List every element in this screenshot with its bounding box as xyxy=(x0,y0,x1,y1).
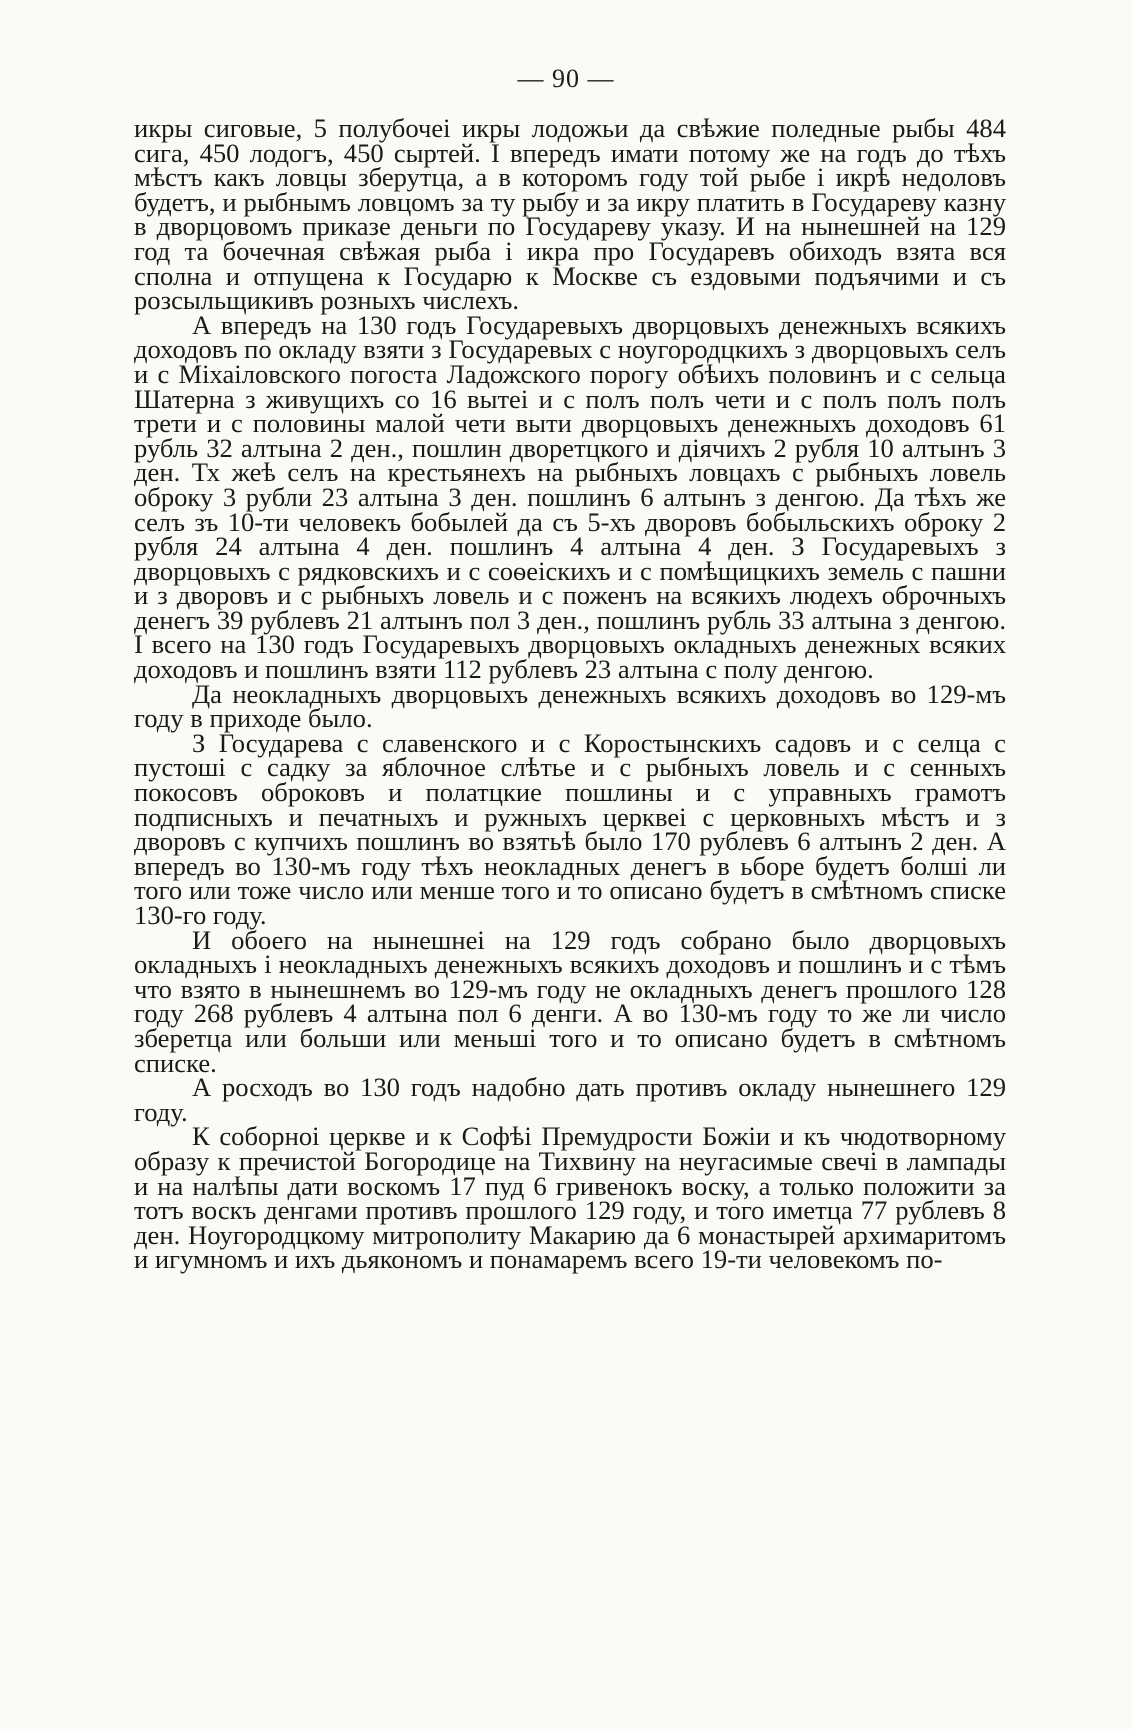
paragraph: А впередъ на 130 годъ Государевыхъ дворцовыхъ денежныхъ всякихъ доходовъ по окладу взяти з Государевых с ноугородцкихъ з дворцовыхъ селъ и с Міхаіловского погоста Ладожского порогу обѣихъ половинъ и с сельца Шатерна з живущихъ со 16 вытеі и с полъ полъ чети и с полъ полъ полъ трети и с половины малой чети выти дворцовыхъ денежныхъ доходовъ 61 рубль 32 алтына 2 ден., пошлин дворетцкого и діячихъ 2 рубля 10 алтынъ 3 ден. Тх жеѣ селъ на крестьянехъ на рыбныхъ ловцахъ с рыбныхъ ловель оброку 3 рубли 23 алтына 3 ден. пошлинъ 6 алтынъ з денгою. Да тѣхъ же селъ зъ 10-ти человекъ бобылей да съ 5-хъ дворовъ бобыльскихъ оброку 2 рубля 24 алтына 4 ден. пошлинъ 4 алтына 4 ден. З Государевыхъ з дворцовыхъ с рядковскихъ и с соѳеіскихъ и с помѣщицкихъ земель с пашни и з дворовъ и с рыбныхъ ловель и с поженъ на всякихъ людехъ оброчныхъ денегъ 39 рублевъ 21 алтынъ пол 3 ден., пошлинъ рубль 33 алтына з денгою. І всего на 130 годъ Государевыхъ дворцовыхъ окладныхъ денежных всяких доходовъ и пошлинъ взяти 112 рублевъ 23 алтына с полу денгою. xyxy=(134,309,1006,685)
paragraph: З Государева с славенского и с Коростынскихъ садовъ и с селца с пустоші с садку за яблочное слѣтье и с рыбныхъ ловель и с сенныхъ покосовъ оброковъ и полатцкие пошлины и с управныхъ грамотъ подписныхъ и печатныхъ и ружныхъ церквеі с церковныхъ мѣстъ и з дворовъ с купчихъ пошлинъ во взятьѣ было 170 рублевъ 6 алтынъ 2 ден. А впередъ во 130-мъ году тѣхъ неокладных денегъ в ьборе будетъ болші ли того или тоже число или менше того и то описано будетъ в смѣтномъ списке 130-го году. xyxy=(134,727,1006,930)
paragraph: А росходъ во 130 годъ надобно дать противъ окладу нынешнего 129 году. xyxy=(134,1072,1006,1127)
page-number: — 90 — xyxy=(517,64,615,93)
paragraph: Да неокладныхъ дворцовыхъ денежныхъ всякихъ доходовъ во 129-мъ году в приходе было. xyxy=(134,678,1006,734)
body-text xyxy=(134,113,1006,1275)
paragraph: икры сиговые, 5 полубочеі икры лодожьи да свѣжие поледные рыбы 484 сига, 450 лодогъ, 450 сыртей. І впередъ имати потому же на годъ до тѣхъ мѣстъ какъ ловцы зберутца, а в которомъ году той рыбе і икрѣ недоловъ будетъ, и рыбнымъ ловцомъ за ту рыбу и за икру платить в Государеву казну в дворцовомъ приказе деньги по Государеву указу. И на нынешней на 129 год та бочечная свѣжая рыба і икра про Государевъ обиходъ взята вся сполна и отпущена к Государю к Москве съ ездовыми подъячими и съ розсыльщикивъ розныхъ числехъ. xyxy=(134,113,1006,316)
paragraph: И обоего на нынешнеі на 129 годъ собрано было дворцовыхъ окладныхъ і неокладныхъ денежныхъ всякихъ доходовъ и пошлинъ и с тѣмъ что взято в нынешнемъ во 129-мъ году не окладныхъ денегъ прошлого 128 году 268 рублевъ 4 алтына пол 6 денги. А во 130-мъ году то же ли число зберетца или больши или меньші того и то описано будетъ в смѣтномъ списке. xyxy=(134,924,1006,1078)
paragraph: К соборноі церкве и к Софѣі Премудрости Божіи и къ чюдотворному образу к пречистой Богородице на Тихвину на неугасимые свечі в лампады и на налѣпы дати воскомъ 17 пуд 6 гривенокъ воску, а только положити за тотъ воскъ денгами противъ прошлого 129 году, и того иметца 77 рублевъ 8 ден. Ноугородцкому митрополиту Макарию да 6 монастырей архимаритомъ и игумномъ и ихъ дьякономъ и понамаремъ всего 19-ти человекомъ по- xyxy=(134,1121,1006,1275)
